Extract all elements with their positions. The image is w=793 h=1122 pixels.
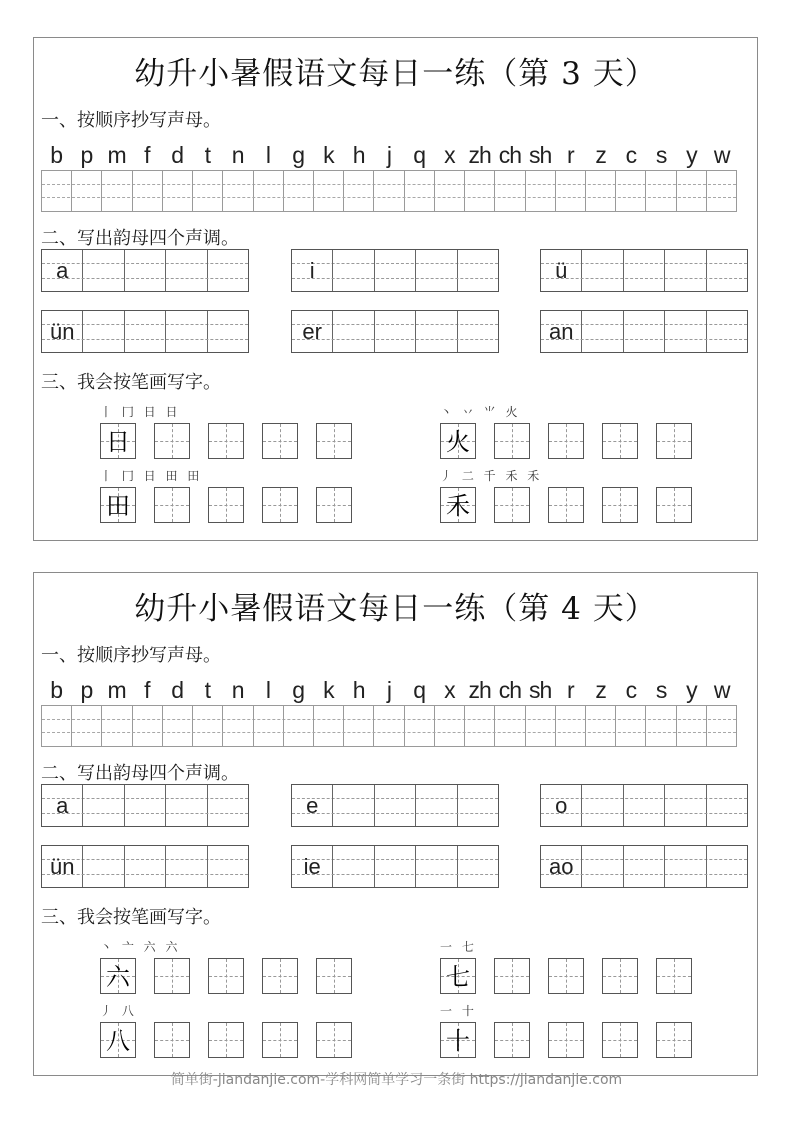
vowel-label: ün	[49, 319, 75, 344]
consonant: w	[713, 142, 730, 168]
writing-cell[interactable]	[556, 706, 586, 746]
writing-cell[interactable]	[314, 171, 344, 211]
tianzige-box[interactable]	[262, 487, 298, 523]
character-practice-row	[440, 1004, 692, 1058]
writing-cell[interactable]	[677, 706, 707, 746]
stroke-order: 丿 二 千 禾 禾	[440, 469, 543, 483]
section-3-heading: 三、我会按笔画写字。	[41, 907, 221, 928]
writing-cell[interactable]	[254, 171, 284, 211]
worksheet-title: 幼升小暑假语文每日一练（第 3 天）	[134, 56, 657, 92]
consonant: t	[204, 677, 211, 703]
consonant: j	[386, 677, 391, 703]
vowel-model-cell	[292, 785, 333, 826]
writing-cell[interactable]	[284, 171, 314, 211]
writing-cell[interactable]	[374, 706, 404, 746]
tianzige-box[interactable]	[154, 423, 190, 459]
consonant: d	[171, 142, 184, 168]
tianzige-box[interactable]	[154, 487, 190, 523]
tianzige-box[interactable]	[656, 487, 692, 523]
writing-cell[interactable]	[586, 171, 616, 211]
writing-cell[interactable]	[677, 171, 707, 211]
writing-cell[interactable]	[416, 311, 457, 352]
character-practice-row	[440, 940, 692, 994]
writing-cell[interactable]	[193, 706, 223, 746]
tianzige-box[interactable]	[316, 423, 352, 459]
writing-cell[interactable]	[465, 706, 495, 746]
section-1-heading: 一、按顺序抄写声母。	[41, 110, 221, 131]
consonant: d	[171, 677, 184, 703]
consonant: n	[231, 142, 244, 168]
vowel-grid[interactable]	[291, 310, 499, 353]
writing-cell[interactable]	[375, 311, 416, 352]
worksheet-day-4	[33, 572, 758, 1076]
tianzige-box[interactable]	[494, 1022, 530, 1058]
tianzige-box[interactable]	[262, 1022, 298, 1058]
consonant-row	[41, 139, 737, 171]
vowel-grid[interactable]	[291, 249, 499, 292]
vowel-grid[interactable]	[540, 845, 748, 888]
vowel-grid[interactable]	[540, 249, 748, 292]
writing-cell[interactable]	[665, 311, 706, 352]
writing-cell[interactable]	[416, 250, 457, 291]
writing-cell[interactable]	[333, 250, 374, 291]
consonant: zh	[468, 677, 491, 703]
vowel-label: er	[302, 319, 322, 344]
writing-cell[interactable]	[193, 171, 223, 211]
section-2-heading: 二、写出韵母四个声调。	[41, 763, 239, 784]
writing-cell[interactable]	[646, 171, 676, 211]
stroke-order: 一 七	[440, 940, 477, 954]
tianzige-box[interactable]	[656, 423, 692, 459]
vowel-grid[interactable]	[540, 310, 748, 353]
writing-cell[interactable]	[42, 171, 72, 211]
character-practice-row	[440, 469, 692, 523]
vowel-model-cell	[292, 250, 333, 291]
writing-cell[interactable]	[665, 250, 706, 291]
consonant: l	[265, 677, 270, 703]
consonant: sh	[528, 677, 552, 703]
tianzige-box[interactable]	[494, 487, 530, 523]
tianzige-box[interactable]	[656, 1022, 692, 1058]
writing-cell[interactable]	[582, 311, 623, 352]
model-character: 六	[106, 963, 130, 991]
tianzige-box[interactable]	[548, 958, 584, 994]
writing-cell[interactable]	[163, 171, 193, 211]
writing-cell[interactable]	[42, 706, 72, 746]
tianzige-box[interactable]	[262, 958, 298, 994]
consonant: p	[80, 142, 93, 168]
writing-cell[interactable]	[526, 706, 556, 746]
writing-cell[interactable]	[344, 706, 374, 746]
writing-cell[interactable]	[458, 311, 498, 352]
consonant: x	[444, 677, 455, 703]
vowel-model-cell	[541, 311, 582, 352]
tianzige-box[interactable]	[154, 958, 190, 994]
tianzige-box[interactable]	[208, 958, 244, 994]
writing-cell[interactable]	[284, 706, 314, 746]
writing-cell[interactable]	[624, 846, 665, 887]
writing-cell[interactable]	[582, 250, 623, 291]
tianzige-box[interactable]	[208, 487, 244, 523]
writing-cell[interactable]	[624, 250, 665, 291]
vowel-model-cell	[541, 785, 582, 826]
writing-cell[interactable]	[166, 785, 207, 826]
vowel-label: ie	[303, 854, 321, 879]
tianzige-box[interactable]	[494, 423, 530, 459]
worksheet-title: 幼升小暑假语文每日一练（第 4 天）	[134, 591, 657, 627]
vowel-label: i	[309, 258, 315, 283]
tianzige-box[interactable]	[154, 1022, 190, 1058]
vowel-model-cell	[42, 846, 83, 887]
writing-cell[interactable]	[83, 250, 124, 291]
writing-cell[interactable]	[166, 846, 207, 887]
writing-cell[interactable]	[586, 706, 616, 746]
writing-cell[interactable]	[83, 846, 124, 887]
model-character: 火	[446, 428, 470, 456]
section-2-heading: 二、写出韵母四个声调。	[41, 228, 239, 249]
stroke-order: 一 十	[440, 1004, 477, 1018]
consonant: h	[352, 677, 365, 703]
consonant: g	[292, 677, 305, 703]
writing-cell[interactable]	[458, 785, 498, 826]
model-character-box	[440, 1022, 476, 1058]
consonant: z	[595, 677, 606, 703]
consonant: p	[80, 677, 93, 703]
consonant: m	[107, 677, 126, 703]
consonant-writing-grid[interactable]	[41, 705, 737, 747]
writing-cell[interactable]	[314, 706, 344, 746]
tianzige-box[interactable]	[316, 487, 352, 523]
writing-cell[interactable]	[163, 706, 193, 746]
model-character-box	[440, 487, 476, 523]
vowel-model-cell	[541, 250, 582, 291]
character-practice-row	[440, 405, 692, 459]
consonant: x	[444, 142, 455, 168]
tianzige-box[interactable]	[602, 487, 638, 523]
model-character: 田	[106, 492, 130, 520]
writing-cell[interactable]	[495, 171, 525, 211]
writing-cell[interactable]	[223, 706, 253, 746]
vowel-label: ün	[49, 854, 75, 879]
writing-cell[interactable]	[133, 706, 163, 746]
consonant: g	[292, 142, 305, 168]
writing-cell[interactable]	[435, 706, 465, 746]
model-character: 禾	[446, 492, 470, 520]
consonant: zh	[468, 142, 491, 168]
writing-cell[interactable]	[582, 785, 623, 826]
vowel-grid[interactable]	[41, 310, 249, 353]
model-character-box	[100, 487, 136, 523]
writing-cell[interactable]	[707, 785, 747, 826]
writing-cell[interactable]	[166, 250, 207, 291]
writing-cell[interactable]	[416, 846, 457, 887]
writing-cell[interactable]	[465, 171, 495, 211]
consonant: y	[686, 142, 697, 168]
section-3-heading: 三、我会按笔画写字。	[41, 372, 221, 393]
model-character-box	[440, 423, 476, 459]
vowel-label: ü	[555, 258, 568, 283]
consonant: l	[265, 142, 270, 168]
model-character-box	[100, 423, 136, 459]
writing-cell[interactable]	[582, 846, 623, 887]
tianzige-box[interactable]	[602, 1022, 638, 1058]
writing-cell[interactable]	[624, 785, 665, 826]
writing-cell[interactable]	[72, 171, 102, 211]
consonant: s	[655, 142, 667, 168]
consonant: b	[50, 142, 63, 168]
writing-cell[interactable]	[707, 250, 747, 291]
writing-cell[interactable]	[665, 785, 706, 826]
writing-cell[interactable]	[102, 171, 132, 211]
vowel-label: a	[56, 258, 69, 283]
model-character: 日	[106, 428, 130, 456]
writing-cell[interactable]	[375, 846, 416, 887]
consonant: q	[413, 677, 426, 703]
vowel-label: o	[555, 793, 568, 818]
vowel-label: an	[548, 319, 574, 344]
writing-cell[interactable]	[83, 311, 124, 352]
character-practice-row	[100, 1004, 352, 1058]
vowel-grid[interactable]	[291, 845, 499, 888]
writing-cell[interactable]	[458, 846, 498, 887]
vowel-model-cell	[42, 250, 83, 291]
writing-cell[interactable]	[707, 171, 736, 211]
writing-cell[interactable]	[646, 706, 676, 746]
writing-cell[interactable]	[254, 706, 284, 746]
tianzige-box[interactable]	[548, 487, 584, 523]
writing-cell[interactable]	[375, 250, 416, 291]
writing-cell[interactable]	[556, 171, 586, 211]
consonant: w	[713, 677, 730, 703]
character-practice-row	[100, 405, 352, 459]
stroke-order: 丿 八	[100, 1004, 137, 1018]
writing-cell[interactable]	[665, 846, 706, 887]
tianzige-box[interactable]	[602, 958, 638, 994]
consonant: j	[386, 142, 391, 168]
consonant: m	[107, 142, 126, 168]
vowel-label: ao	[548, 854, 574, 879]
consonant: c	[625, 142, 637, 168]
writing-cell[interactable]	[208, 846, 248, 887]
consonant: q	[413, 142, 426, 168]
consonant: k	[323, 142, 334, 168]
writing-cell[interactable]	[405, 171, 435, 211]
tianzige-box[interactable]	[208, 423, 244, 459]
consonant: n	[231, 677, 244, 703]
writing-cell[interactable]	[458, 250, 498, 291]
writing-cell[interactable]	[707, 311, 747, 352]
vowel-grid[interactable]	[41, 845, 249, 888]
model-character-box	[440, 958, 476, 994]
vowel-grid[interactable]	[41, 249, 249, 292]
writing-cell[interactable]	[616, 171, 646, 211]
character-practice-row	[100, 940, 352, 994]
vowel-label: a	[56, 793, 69, 818]
writing-cell[interactable]	[133, 171, 163, 211]
writing-cell[interactable]	[624, 311, 665, 352]
consonant: h	[352, 142, 365, 168]
consonant: f	[144, 677, 150, 703]
writing-cell[interactable]	[435, 171, 465, 211]
worksheet-day-3	[33, 37, 758, 541]
vowel-model-cell	[292, 311, 333, 352]
consonant: f	[144, 142, 150, 168]
vowel-grid[interactable]	[291, 784, 499, 827]
tianzige-box[interactable]	[548, 1022, 584, 1058]
model-character: 十	[446, 1027, 470, 1055]
vowel-model-cell	[42, 311, 83, 352]
consonant: z	[595, 142, 606, 168]
writing-cell[interactable]	[344, 171, 374, 211]
writing-cell[interactable]	[125, 250, 166, 291]
writing-cell[interactable]	[83, 785, 124, 826]
model-character-box	[100, 1022, 136, 1058]
writing-cell[interactable]	[374, 171, 404, 211]
writing-cell[interactable]	[495, 706, 525, 746]
vowel-label: e	[306, 793, 319, 818]
tianzige-box[interactable]	[316, 1022, 352, 1058]
stroke-order: 丶 丷 ⺌ 火	[440, 405, 521, 419]
writing-cell[interactable]	[125, 846, 166, 887]
writing-cell[interactable]	[208, 785, 248, 826]
writing-cell[interactable]	[707, 706, 736, 746]
model-character: 七	[446, 963, 470, 991]
consonant: ch	[498, 677, 522, 703]
writing-cell[interactable]	[405, 706, 435, 746]
stroke-order: 丨 冂 日 田 田	[100, 469, 203, 483]
writing-cell[interactable]	[125, 311, 166, 352]
writing-cell[interactable]	[375, 785, 416, 826]
consonant-row	[41, 674, 737, 706]
tianzige-box[interactable]	[602, 423, 638, 459]
consonant: t	[204, 142, 211, 168]
tianzige-box[interactable]	[208, 1022, 244, 1058]
writing-cell[interactable]	[208, 311, 248, 352]
writing-cell[interactable]	[223, 171, 253, 211]
writing-cell[interactable]	[125, 785, 166, 826]
character-practice-row	[100, 469, 352, 523]
writing-cell[interactable]	[526, 171, 556, 211]
consonant: s	[655, 677, 667, 703]
consonant: c	[625, 677, 637, 703]
tianzige-box[interactable]	[316, 958, 352, 994]
consonant: r	[567, 142, 574, 168]
tianzige-box[interactable]	[494, 958, 530, 994]
stroke-order: 丨 冂 日 日	[100, 405, 181, 419]
vowel-model-cell	[42, 785, 83, 826]
writing-cell[interactable]	[72, 706, 102, 746]
tianzige-box[interactable]	[262, 423, 298, 459]
stroke-order: 丶 亠 六 六	[100, 940, 181, 954]
model-character: 八	[106, 1027, 130, 1055]
consonant: k	[323, 677, 334, 703]
section-1-heading: 一、按顺序抄写声母。	[41, 645, 221, 666]
consonant: y	[686, 677, 697, 703]
consonant: ch	[498, 142, 522, 168]
consonant: b	[50, 677, 63, 703]
writing-cell[interactable]	[616, 706, 646, 746]
consonant-writing-grid[interactable]	[41, 170, 737, 212]
vowel-grid[interactable]	[540, 784, 748, 827]
writing-cell[interactable]	[333, 846, 374, 887]
writing-cell[interactable]	[208, 250, 248, 291]
writing-cell[interactable]	[416, 785, 457, 826]
vowel-model-cell	[541, 846, 582, 887]
vowel-model-cell	[292, 846, 333, 887]
consonant: r	[567, 677, 574, 703]
watermark-footer: 简单街-jiandanjie.com-学科网简单学习一条街 https://jiandanjie.com	[170, 1072, 623, 1088]
model-character-box	[100, 958, 136, 994]
tianzige-box[interactable]	[548, 423, 584, 459]
vowel-grid[interactable]	[41, 784, 249, 827]
writing-cell[interactable]	[102, 706, 132, 746]
tianzige-box[interactable]	[656, 958, 692, 994]
writing-cell[interactable]	[333, 311, 374, 352]
writing-cell[interactable]	[707, 846, 747, 887]
consonant: sh	[528, 142, 552, 168]
writing-cell[interactable]	[166, 311, 207, 352]
writing-cell[interactable]	[333, 785, 374, 826]
